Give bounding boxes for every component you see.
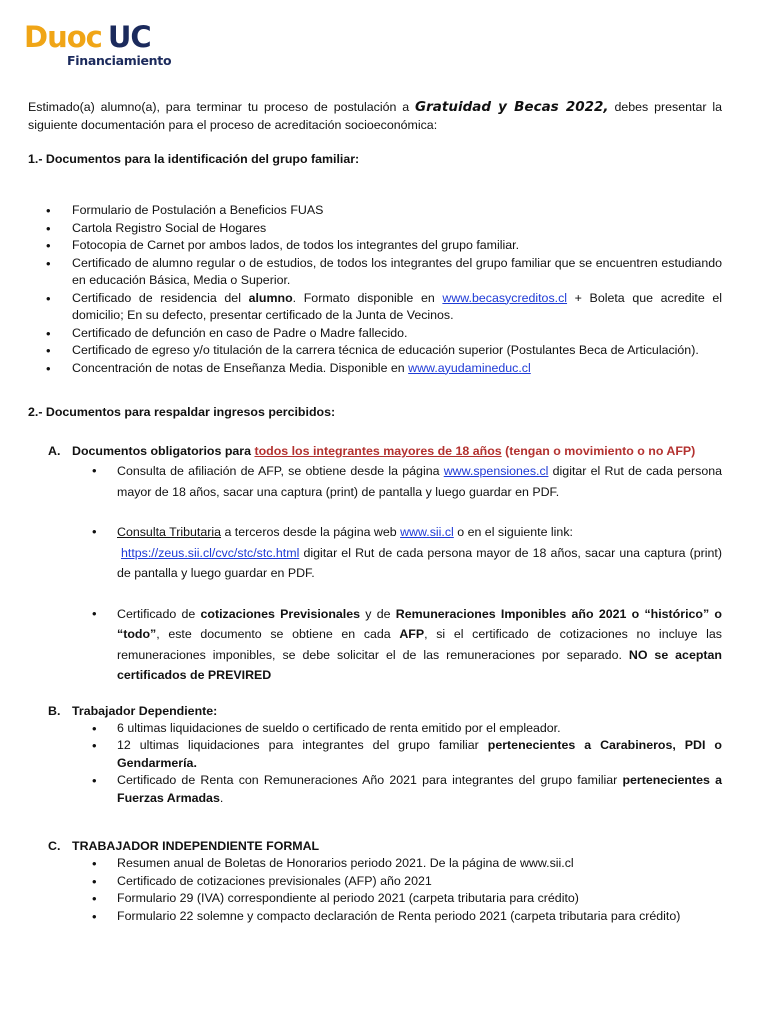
zeus-sii-link[interactable]: https://zeus.sii.cl/cvc/stc/stc.html (121, 545, 300, 560)
list-item: • Consulta Tributaria a terceros desde la página web www.sii.cl o en el siguiente link: https://zeus.sii.cl/cvc/stc/stc.html digitar el Rut de cada persona mayor de 18 años, sacar una captura (print) de pantalla y luego guardar en PDF. (28, 522, 722, 584)
section2-title: 2.- Documentos para respaldar ingresos percibidos: (28, 405, 336, 419)
list-item: • Certificado de defunción en caso de Padre o Madre fallecido. (28, 325, 722, 343)
becasycreditos-link[interactable]: www.becasycreditos.cl (442, 290, 568, 305)
subsection-a-list (28, 461, 722, 686)
program-name: Gratuidad y Becas 2022, (415, 99, 609, 115)
list-item: • Certificado de Renta con Remuneraciones Año 2021 para integrantes del grupo familiar pertenecientes a Fuerzas Armadas. (28, 772, 722, 807)
section1-list (28, 202, 722, 377)
section1-title: 1.- Documentos para la identificación del grupo familiar: (28, 152, 360, 166)
list-item: • Certificado de cotizaciones Previsionales y de Remuneraciones Imponibles año 2021 o “histórico” o “todo”, este documento se obtiene en cada AFP, si el certificado de cotizaciones no incluye las remuneraciones imponibles, se debe solicitar el de las remuneraciones por separado. NO se aceptan certificados de PREVIRED (28, 604, 722, 686)
mayores-18-highlight: todos los integrantes mayores de 18 años (254, 444, 502, 458)
list-item: • Consulta de afiliación de AFP, se obtiene desde la página www.spensiones.cl digitar el Rut de cada persona mayor de 18 años, sacar una captura (print) de pantalla y luego guardar en PDF. (28, 461, 722, 502)
spensiones-link[interactable]: www.spensiones.cl (443, 464, 549, 478)
list-item: • Certificado de cotizaciones previsionales (AFP) año 2021 (28, 873, 722, 891)
document-body (28, 98, 722, 925)
intro-paragraph: Estimado(a) alumno(a), para terminar tu proceso de postulación a Gratuidad y Becas 2022, debes presentar la siguiente documentación para el proceso de acreditación socioeconómica: (28, 99, 722, 132)
subsection-c-list (28, 855, 722, 925)
list-item: • Formulario 22 solemne y compacto declaración de Renta periodo 2021 (carpeta tributaria para crédito) (28, 908, 722, 926)
list-item: • Formulario 29 (IVA) correspondiente al periodo 2021 (carpeta tributaria para crédito) (28, 890, 722, 908)
list-item: • Formulario de Postulación a Beneficios FUAS (28, 202, 722, 220)
duoc-uc-logo (24, 22, 171, 68)
subsection-c-heading: C. TRABAJADOR INDEPENDIENTE FORMAL (48, 839, 320, 853)
list-item: • Certificado de egreso y/o titulación de la carrera técnica de educación superior (Postulantes Beca de Articulación). (28, 342, 722, 360)
list-item: • 6 ultimas liquidaciones de sueldo o certificado de renta emitido por el empleador. (28, 720, 722, 738)
subsection-b-heading: B. Trabajador Dependiente: (48, 703, 218, 718)
logo-subtitle: Financiamiento (67, 53, 172, 68)
list-item: • Resumen anual de Boletas de Honorarios periodo 2021. De la página de www.sii.cl (28, 855, 722, 873)
logo-uc-text: UC (107, 20, 151, 54)
list-item: • Certificado de residencia del alumno. Formato disponible en www.becasycreditos.cl + Boleta que acredite el domicilio; En su defecto, presentar certificado de la Junta de Vecinos. (28, 290, 722, 325)
logo-duoc-text: Duoc (24, 20, 102, 54)
list-item: • Fotocopia de Carnet por ambos lados, de todos los integrantes del grupo familiar. (28, 237, 722, 255)
list-item: • 12 ultimas liquidaciones para integrantes del grupo familiar pertenecientes a Carabineros, PDI o Gendarmería. (28, 737, 722, 772)
list-item: • Cartola Registro Social de Hogares (28, 220, 722, 238)
ayudamineduc-link[interactable]: www.ayudamineduc.cl (408, 360, 531, 375)
list-item: • Certificado de alumno regular o de estudios, de todos los integrantes del grupo familiar que se encuentren estudiando en educación Básica, Media o Superior. (28, 255, 722, 290)
subsection-b-list (28, 720, 722, 808)
subsection-a-heading: A. Documentos obligatorios para todos los integrantes mayores de 18 años (tengan o movimiento o no AFP) (48, 444, 696, 458)
sii-link[interactable]: www.sii.cl (400, 525, 454, 539)
list-item: • Concentración de notas de Enseñanza Media. Disponible en www.ayudamineduc.cl (28, 360, 722, 378)
